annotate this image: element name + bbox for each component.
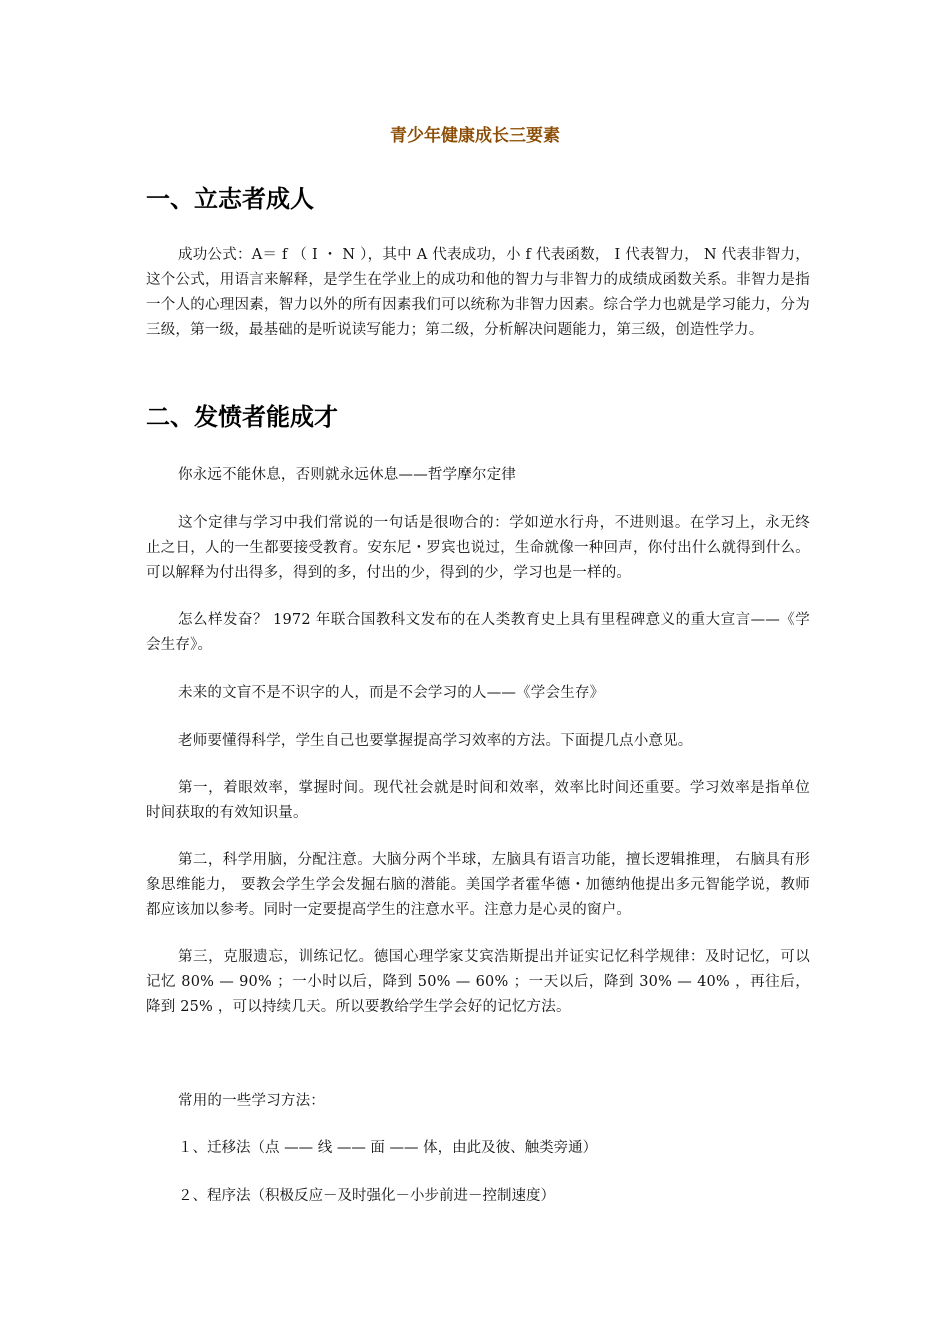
- section2-quote-moore: 你永远不能休息，否则就永远休息——哲学摩尔定律: [178, 467, 517, 483]
- section2-point-memory: 第三，克服遗忘，训练记忆。德国心理学家艾宾浩斯提出并证实记忆科学规律：及时记忆，可以记忆 80% — 90% ；一小时以后，降到 50% — 60% ；一天以后，降到 30% — 40% ，再往后，降到 25% ，可以持续几天。所以要教给学生学会好的记忆方法。: [146, 949, 810, 1015]
- methods-intro: 常用的一些学习方法：: [178, 1093, 325, 1109]
- section2-quote-illiterate: 未来的文盲不是不识字的人，而是不会学习的人——《学会生存》: [178, 685, 605, 701]
- section-heading-2: 二、发愤者能成才: [146, 403, 338, 431]
- section2-paragraph-teacher: 老师要懂得科学，学生自己也要掌握提高学习效率的方法。下面提几点小意见。: [178, 733, 693, 749]
- section-heading-1: 一、立志者成人: [146, 185, 314, 213]
- section2-point-efficiency: 第一，着眼效率，掌握时间。现代社会就是时间和效率，效率比时间还重要。学习效率是指单位时间获取的有效知识量。: [146, 780, 810, 821]
- section1-paragraph-formula: 成功公式：A＝ f （ I ・ N ），其中 A 代表成功，小 f 代表函数， I 代表智力， N 代表非智力，这个公式，用语言来解释，是学生在学业上的成功和他的智力与非智力的成绩成函数关系。非智力是指一个人的心理因素，智力以外的所有因素我们可以统称为非智力因素。综合学力也就是学习能力，分为三级，第一级，最基础的是听说读写能力；第二级，分析解决问题能力，第三级，创造性学力。: [146, 247, 810, 338]
- section2-paragraph-law: 这个定律与学习中我们常说的一句话是很吻合的：学如逆水行舟，不进则退。在学习上，永无终止之日，人的一生都要接受教育。安东尼・罗宾也说过，生命就像一种回声，你付出什么就得到什么。可以解释为付出得多，得到的多，付出的少，得到的少，学习也是一样的。: [146, 515, 810, 581]
- section2-point-brain: 第二，科学用脑，分配注意。大脑分两个半球，左脑具有语言功能，擅长逻辑推理， 右脑具有形象思维能力， 要教会学生学会发掘右脑的潜能。美国学者霍华德・加德纳他提出多元智能学说，教师都应该加以参考。同时一定要提高学生的注意水平。注意力是心灵的窗户。: [146, 852, 810, 918]
- document-title: 青少年健康成长三要素: [390, 126, 560, 146]
- method-item-program: ２、程序法（积极反应－及时强化－小步前进－控制速度）: [178, 1188, 555, 1204]
- section2-paragraph-how: 怎么样发奋？ 1972 年联合国教科文发布的在人类教育史上具有里程碑意义的重大宣言——《学会生存》。: [146, 612, 810, 653]
- method-item-transfer: １、迁移法（点 —— 线 —— 面 —— 体，由此及彼、触类旁通）: [178, 1140, 598, 1156]
